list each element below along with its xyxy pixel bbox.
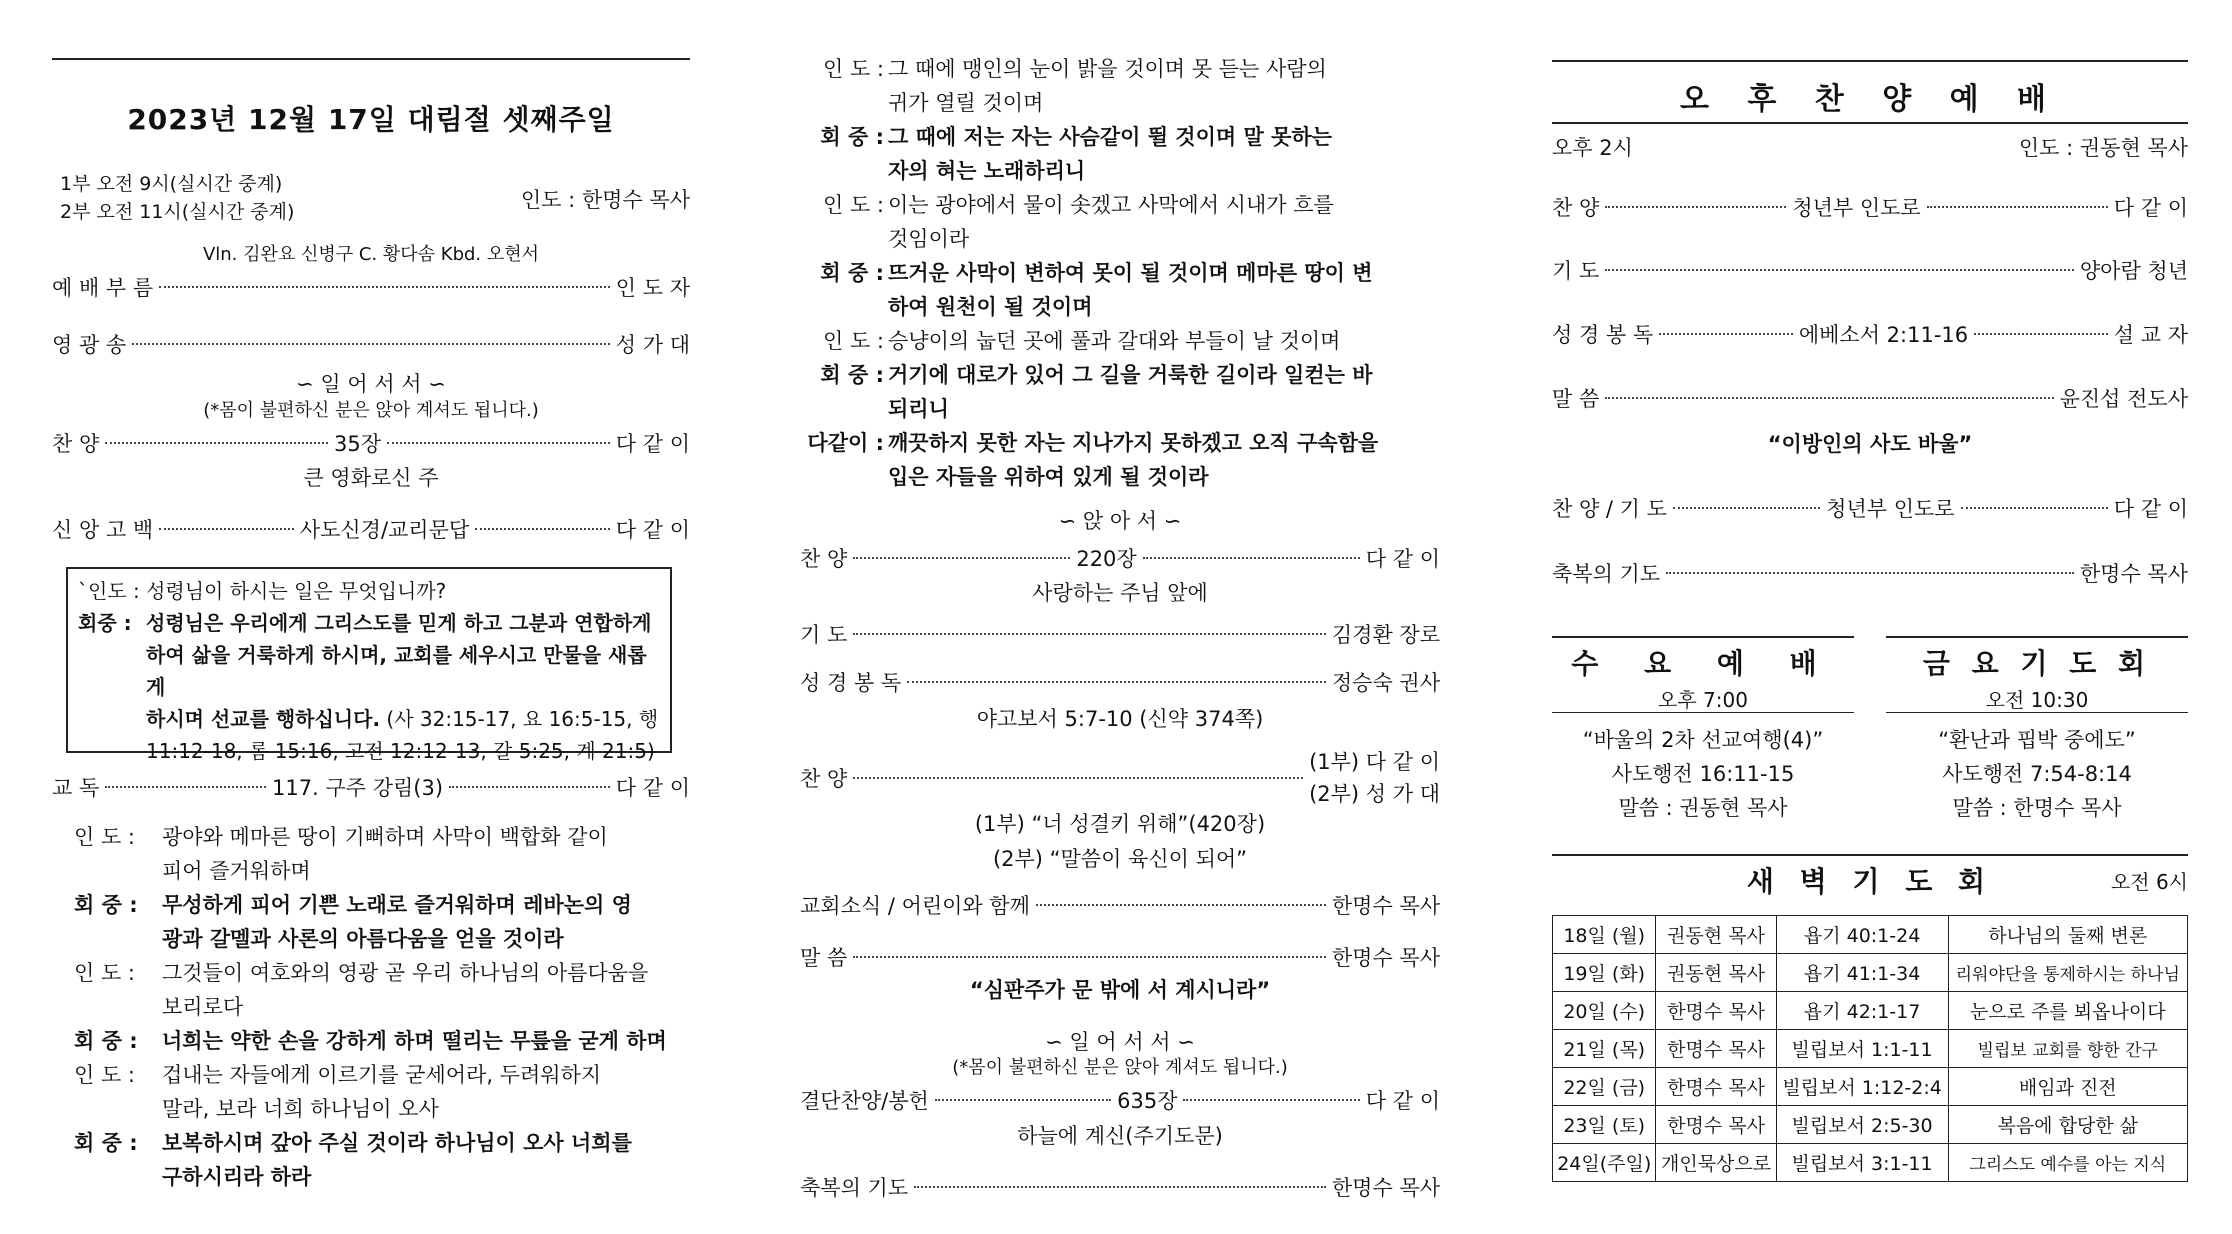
order-mid: 청년부 인도로	[1826, 497, 1955, 521]
reading-text: 너희는 약한 손을 강하게 하며 떨리는 무릎을 굳게 하며	[162, 1029, 667, 1053]
dot-leader	[1143, 557, 1360, 559]
afternoon-order-prayer	[1552, 253, 2188, 287]
reading-indent	[74, 1092, 162, 1126]
dawn-row	[1553, 1106, 2188, 1144]
reading-speaker: 인 도 :	[823, 329, 884, 353]
wednesday-title: 수 요 예 배	[1571, 647, 1835, 680]
service-2-time: 2부 오전 11시(실시간 중계)	[60, 201, 295, 223]
dawn-preacher: 권동현 목사	[1656, 916, 1776, 954]
reading-text: 보복하시며 갚아 주실 것이라 하나님이 오사 너희를	[162, 1131, 632, 1155]
choir-song-2: (2부) “말씀이 육신이 되어”	[992, 847, 1248, 871]
hymn-title: 큰 영화로신 주	[303, 466, 439, 490]
dot-leader	[159, 286, 610, 288]
column-morning-service-cont	[800, 0, 1440, 1234]
dot-leader	[853, 557, 1070, 559]
dawn-preacher: 한명수 목사	[1656, 1106, 1776, 1144]
dot-leader	[1961, 507, 2108, 509]
order-right: 인 도 자	[615, 276, 690, 300]
order-mid: 220장	[1076, 547, 1137, 571]
reading-speaker: 회 중 :	[820, 363, 884, 387]
reading-text: 승냥이의 눕던 곳에 풀과 갈대와 부들이 날 것이며	[888, 329, 1341, 353]
dawn-preacher: 한명수 목사	[1656, 1068, 1776, 1106]
dot-leader	[449, 786, 610, 788]
dawn-title: 새 벽 기 도 회	[1746, 865, 1994, 898]
reading-text: 귀가 열릴 것이며	[888, 91, 1044, 115]
reading-text: 무성하게 피어 기쁜 노래로 즐거워하며 레바논의 영	[162, 893, 632, 917]
reading-line	[74, 854, 690, 888]
order-news	[800, 888, 1440, 922]
wednesday-time: 오후 7:00	[1658, 688, 1748, 712]
reading-line	[800, 358, 1440, 392]
reading-text: 하여 원천이 될 것이며	[888, 295, 1093, 319]
reading-line	[800, 324, 1440, 358]
wednesday-sermon: “바울의 2차 선교여행(4)”	[1582, 728, 1824, 752]
stand-note: (*몸이 불편하신 분은 앉아 계셔도 됩니다.)	[203, 400, 539, 421]
wednesday-top-rule	[1552, 636, 1854, 638]
dot-leader	[1927, 206, 2108, 208]
order-right: 김경환 장로	[1331, 623, 1440, 647]
friday-sermon: “환난과 핍박 중에도”	[1938, 728, 2136, 752]
reading-speaker: 회 중 :	[74, 1029, 138, 1053]
reading-line	[74, 1126, 690, 1160]
dawn-time: 오전 6시	[2110, 870, 2188, 894]
afternoon-time: 오후 2시	[1552, 136, 1633, 160]
top-rule	[52, 58, 690, 60]
reading-line	[74, 820, 690, 854]
friday-top-rule	[1886, 636, 2188, 638]
answer-line-2: 하여 삶을 거룩하게 하시며, 교회를 세우시고 만물을 새롭게	[146, 643, 647, 699]
catechism-answer	[78, 607, 660, 639]
afternoon-leader: 인도 : 권동현 목사	[2018, 136, 2188, 160]
reading-indent	[74, 990, 162, 1024]
reading-text: 그 때에 맹인의 눈이 밝을 것이며 못 듣는 사람의	[888, 57, 1327, 81]
dot-leader	[387, 442, 610, 444]
reading-indent	[74, 1160, 162, 1194]
reading-speaker: 회 중 :	[74, 1131, 138, 1155]
reading-text: 뜨거운 사막이 변하여 못이 될 것이며 메마른 땅이 변	[888, 261, 1373, 285]
order-right: 윤진섭 전도사	[2059, 387, 2188, 411]
reading-speaker: 다같이 :	[807, 431, 884, 455]
reading-text: 깨끗하지 못한 자는 지나가지 못하겠고 오직 구속함을	[888, 431, 1379, 455]
dot-leader	[853, 956, 1326, 958]
dawn-topic: 빌립보 교회를 향한 간구	[1948, 1030, 2187, 1068]
reading-indent	[800, 154, 888, 188]
friday-text: 사도행전 7:54-8:14	[1942, 762, 2132, 786]
dawn-date: 20일 (수)	[1553, 992, 1656, 1030]
dawn-row	[1553, 916, 2188, 954]
reading-line	[800, 52, 1440, 86]
afternoon-title: 오 후 찬 양 예 배	[1679, 82, 2061, 117]
order-label: 말 씀	[800, 946, 848, 970]
dawn-top-rule	[1552, 854, 2188, 856]
order-label: 교 독	[52, 776, 100, 800]
order-right: 다 같 이	[1365, 1089, 1441, 1113]
reading-line	[800, 256, 1440, 290]
responsive-reading-part1	[74, 820, 690, 1194]
order-label: 축복의 기도	[1552, 562, 1661, 586]
order-label: 예 배 부 름	[52, 276, 154, 300]
dot-leader	[1183, 1099, 1359, 1101]
answer-line-3	[78, 703, 660, 735]
afternoon-order-hymn	[1552, 190, 2188, 224]
reading-line	[800, 222, 1440, 256]
order-call-to-worship	[52, 270, 690, 304]
order-mid: 에베소서 2:11-16	[1798, 323, 1969, 347]
answer-line-4: 11:12-18, 롬 15:16, 고전 12:12-13, 갈 5:25, 계 21:5)	[146, 739, 655, 763]
musicians: Vln. 김완요 신병구 C. 황다솜 Kbd. 오현서	[202, 244, 540, 265]
dot-leader	[1605, 397, 2053, 399]
reading-speaker: 인 도 :	[74, 825, 135, 849]
order-scripture	[800, 665, 1440, 699]
hymn-title-2: 사랑하는 주님 앞에	[1032, 581, 1208, 605]
service-leader: 인도 : 한명수 목사	[520, 188, 690, 212]
order-label: 찬 양	[52, 432, 100, 456]
reading-line	[800, 460, 1440, 494]
reading-indent	[800, 222, 888, 256]
reading-indent	[800, 460, 888, 494]
choir-right-2: (2부) 성 가 대	[1309, 782, 1440, 806]
dawn-passage: 욥기 41:1-34	[1776, 954, 1948, 992]
order-mid: 117. 구주 강림(3)	[272, 776, 444, 800]
answer-ref: (사 32:15-17, 요 16:5-15, 행	[380, 707, 659, 731]
reading-text: 구하시리라 하라	[162, 1165, 312, 1189]
catechism-box	[66, 567, 672, 763]
order-hymn-2	[800, 541, 1440, 575]
reading-text: 그것들이 여호와의 영광 곧 우리 하나님의 아름다움을	[162, 961, 649, 985]
order-right: 정승숙 권사	[1331, 671, 1440, 695]
order-blessing	[800, 1170, 1440, 1204]
friday-preacher: 말씀 : 한명수 목사	[1952, 796, 2122, 820]
order-closing	[800, 1083, 1440, 1117]
dawn-row	[1553, 1068, 2188, 1106]
afternoon-top-rule	[1552, 60, 2188, 62]
dawn-row	[1553, 992, 2188, 1030]
reading-line	[74, 1024, 690, 1058]
reading-line	[74, 1058, 690, 1092]
dot-leader	[1666, 572, 2074, 574]
reading-text: 피어 즐거워하며	[162, 859, 311, 883]
reading-text: 이는 광야에서 물이 솟겠고 사막에서 시내가 흐를	[888, 193, 1334, 217]
dawn-date: 24일(주일)	[1553, 1144, 1656, 1182]
stand-title-2: ∽ 일 어 서 서 ∽	[1045, 1030, 1195, 1054]
order-right: 한명수 목사	[1331, 894, 1440, 918]
scripture-reference: 야고보서 5:7-10 (신약 374쪽)	[976, 707, 1264, 731]
order-label: 찬 양	[800, 547, 848, 571]
order-right: 다 같 이	[2113, 196, 2188, 220]
order-mid: 사도신경/교리문답	[299, 518, 470, 542]
reading-speaker: 인 도 :	[823, 193, 884, 217]
dot-leader	[132, 343, 610, 345]
order-label: 결단찬양/봉헌	[800, 1089, 929, 1113]
afternoon-sermon-title: “이방인의 사도 바울”	[1767, 432, 1973, 456]
order-label: 찬 양	[800, 767, 848, 791]
closing-title: 하늘에 계신(주기도문)	[1017, 1124, 1223, 1148]
dot-leader	[1673, 507, 1820, 509]
order-sermon	[800, 940, 1440, 974]
dot-leader	[105, 442, 328, 444]
order-label: 축복의 기도	[800, 1176, 909, 1200]
order-choir	[800, 750, 1440, 806]
order-label: 영 광 송	[52, 333, 127, 357]
order-gloria	[52, 327, 690, 361]
order-creed	[52, 512, 690, 546]
reading-text: 겁내는 자들에게 이르기를 굳세어라, 두려워하지	[162, 1063, 602, 1087]
friday-time: 오전 10:30	[1985, 688, 2089, 712]
reading-text: 입은 자들을 위하여 있게 될 것이라	[888, 465, 1209, 489]
dawn-schedule-table	[1552, 915, 2188, 1182]
reading-indent	[800, 86, 888, 120]
dawn-row	[1553, 1144, 2188, 1182]
reading-text: 광야와 메마른 땅이 기뻐하며 사막이 백합화 같이	[162, 825, 608, 849]
reading-text: 광과 갈멜과 사론의 아름다움을 얻을 것이라	[162, 927, 564, 951]
afternoon-order-blessing	[1552, 556, 2188, 590]
bulletin-title: 2023년 12월 17일 대림절 셋째주일	[127, 103, 615, 136]
reading-speaker: 회 중 :	[820, 261, 884, 285]
order-label: 기 도	[800, 623, 848, 647]
dot-leader	[1036, 904, 1326, 906]
order-label: 성 경 봉 독	[1552, 323, 1654, 347]
reading-indent	[800, 290, 888, 324]
afternoon-order-sermon	[1552, 381, 2188, 415]
order-mid: 635장	[1117, 1089, 1178, 1113]
dawn-topic: 그리스도 예수를 아는 지식	[1948, 1144, 2187, 1182]
dawn-passage: 빌립보서 1:1-11	[1776, 1030, 1948, 1068]
dot-leader	[935, 1099, 1111, 1101]
reading-text: 그 때에 저는 자는 사슴같이 뛸 것이며 말 못하는	[888, 125, 1332, 149]
reading-indent	[74, 922, 162, 956]
reading-line	[74, 1160, 690, 1194]
order-right: 다 같 이	[1365, 547, 1440, 571]
reading-speaker: 회 중 :	[820, 125, 884, 149]
order-label: 말 씀	[1552, 387, 1600, 411]
reading-line	[800, 120, 1440, 154]
service-times	[60, 170, 294, 226]
dawn-date: 18일 (월)	[1553, 916, 1656, 954]
afternoon-bottom-rule	[1552, 122, 2188, 124]
dawn-topic: 배임과 진전	[1948, 1068, 2187, 1106]
reading-line	[74, 956, 690, 990]
column-morning-service	[52, 0, 690, 1234]
reading-speaker: 인 도 :	[74, 961, 135, 985]
dawn-row	[1553, 1030, 2188, 1068]
reading-line	[800, 290, 1440, 324]
dawn-topic: 눈으로 주를 뵈옵나이다	[1948, 992, 2187, 1030]
order-mid: 35장	[334, 432, 382, 456]
service-1-time: 1부 오전 9시(실시간 중계)	[60, 173, 283, 195]
reading-line	[74, 1092, 690, 1126]
order-right: 설 교 자	[2113, 323, 2189, 347]
order-right-stack	[1309, 746, 1440, 810]
reading-text: 되리니	[888, 397, 949, 421]
order-label: 찬 양	[1552, 196, 1600, 220]
order-hymn	[52, 426, 690, 460]
reading-line	[800, 188, 1440, 222]
reading-line	[74, 990, 690, 1024]
dot-leader	[105, 786, 266, 788]
wednesday-text: 사도행전 16:11-15	[1611, 762, 1795, 786]
reading-indent	[74, 854, 162, 888]
order-right: 양아람 청년	[2079, 259, 2188, 283]
dawn-preacher: 한명수 목사	[1656, 1030, 1776, 1068]
reading-speaker: 인 도 :	[823, 57, 884, 81]
order-right: 한명수 목사	[1331, 1176, 1440, 1200]
choir-song-1: (1부) “너 성결키 위해”(420장)	[974, 812, 1266, 836]
sit-title: ∽ 앉 아 서 ∽	[1058, 509, 1182, 533]
friday-mid-rule	[1886, 712, 2188, 713]
reading-text: 거기에 대로가 있어 그 길을 거룩한 길이라 일컫는 바	[888, 363, 1373, 387]
dawn-row	[1553, 954, 2188, 992]
reading-text: 보리로다	[162, 995, 244, 1019]
dawn-date: 23일 (토)	[1553, 1106, 1656, 1144]
dot-leader	[853, 633, 1326, 635]
order-right: 다 같 이	[615, 432, 691, 456]
wednesday-mid-rule	[1552, 712, 1854, 713]
dawn-date: 21일 (목)	[1553, 1030, 1656, 1068]
reading-speaker: 회 중 :	[74, 893, 138, 917]
order-right: 다 같 이	[615, 776, 690, 800]
stand-note-2: (*몸이 불편하신 분은 앉아 계셔도 됩니다.)	[952, 1057, 1288, 1078]
dot-leader	[907, 681, 1326, 683]
order-label: 성 경 봉 독	[800, 671, 902, 695]
reading-line	[74, 922, 690, 956]
dot-leader	[1605, 206, 1786, 208]
dawn-passage: 빌립보서 3:1-11	[1776, 1144, 1948, 1182]
answer-line-3-text: 하시며 선교를 행하십니다.	[146, 707, 381, 731]
reading-line	[74, 888, 690, 922]
order-label: 찬 양 / 기 도	[1552, 497, 1667, 521]
reading-line	[800, 154, 1440, 188]
dawn-topic: 복음에 합당한 삶	[1948, 1106, 2187, 1144]
dawn-preacher: 권동현 목사	[1656, 954, 1776, 992]
reading-text: 자의 혀는 노래하리니	[888, 159, 1086, 183]
dawn-passage: 욥기 42:1-17	[1776, 992, 1948, 1030]
dawn-topic: 하나님의 둘째 변론	[1948, 916, 2187, 954]
order-responsive-reading	[52, 770, 690, 804]
reading-line	[800, 392, 1440, 426]
dawn-preacher: 개인묵상으로	[1656, 1144, 1776, 1182]
reading-text: 말라, 보라 너희 하나님이 오사	[162, 1097, 439, 1121]
dawn-topic: 리워야단을 통제하시는 하나님	[1948, 954, 2187, 992]
column-other-services	[1552, 0, 2188, 1234]
dot-leader	[475, 528, 610, 530]
dawn-date: 22일 (금)	[1553, 1068, 1656, 1106]
reading-text: 것임이라	[888, 227, 970, 251]
order-mid: 청년부 인도로	[1792, 196, 1921, 220]
afternoon-order-scripture	[1552, 317, 2188, 351]
dot-leader	[1659, 333, 1793, 335]
dot-leader	[853, 777, 1303, 779]
dot-leader	[914, 1186, 1326, 1188]
answer-line-1: 성령님은 우리에게 그리스도를 믿게 하고 그분과 연합하게	[146, 611, 652, 635]
reading-line	[800, 426, 1440, 460]
reading-indent	[800, 392, 888, 426]
dawn-preacher: 한명수 목사	[1656, 992, 1776, 1030]
reading-line	[800, 86, 1440, 120]
friday-title: 금 요 기 도 회	[1922, 647, 2152, 680]
dot-leader	[159, 528, 294, 530]
dot-leader	[1605, 269, 2074, 271]
responsive-reading-part2	[800, 52, 1440, 494]
dawn-passage: 빌립보서 2:5-30	[1776, 1106, 1948, 1144]
order-label: 교회소식 / 어린이와 함께	[800, 894, 1030, 918]
order-right: 성 가 대	[615, 333, 690, 357]
dawn-date: 19일 (화)	[1553, 954, 1656, 992]
order-right: 한명수 목사	[2079, 562, 2188, 586]
order-right: 한명수 목사	[1331, 946, 1440, 970]
wednesday-preacher: 말씀 : 권동현 목사	[1618, 796, 1788, 820]
order-label: 신 앙 고 백	[52, 518, 154, 542]
answer-who: 회중 :	[78, 611, 132, 635]
order-prayer	[800, 617, 1440, 651]
dot-leader	[1974, 333, 2108, 335]
sermon-title: “심판주가 문 밖에 서 계시니라”	[969, 978, 1271, 1002]
order-right: 다 같 이	[615, 518, 691, 542]
reading-speaker: 인 도 :	[74, 1063, 135, 1087]
dawn-passage: 빌립보서 1:12-2:4	[1776, 1068, 1948, 1106]
choir-right-1: (1부) 다 같 이	[1309, 750, 1440, 774]
dawn-passage: 욥기 40:1-24	[1776, 916, 1948, 954]
stand-title: ∽ 일 어 서 서 ∽	[296, 372, 446, 396]
order-label: 기 도	[1552, 259, 1600, 283]
afternoon-order-praise-prayer	[1552, 491, 2188, 525]
catechism-question: `인도 : 성령님이 하시는 일은 무엇입니까?	[78, 579, 447, 603]
order-right: 다 같 이	[2113, 497, 2189, 521]
